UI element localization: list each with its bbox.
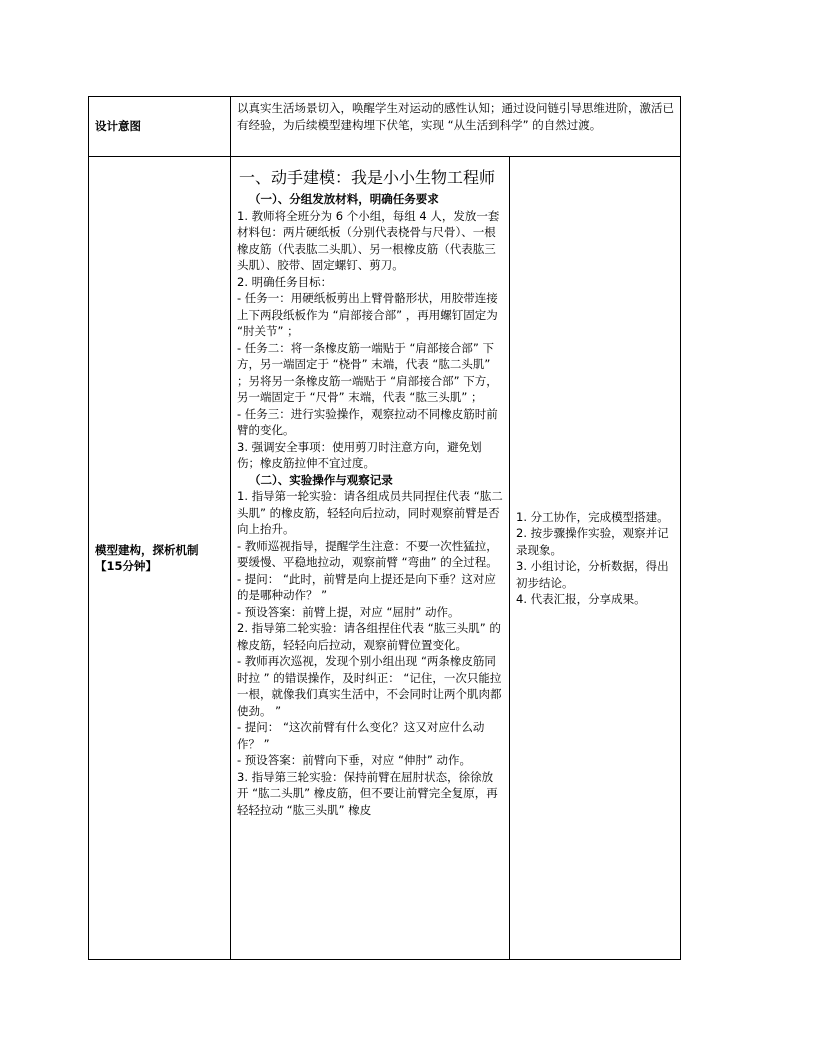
lesson-plan-table <box>88 96 681 960</box>
teacher-activity-line: - 任务一：用硬纸板剪出上臂骨骼形状，用胶带连接上下两段纸板作为 “肩部接合部” ，再用螺钉固定为 “肘关节” ； <box>237 291 498 338</box>
student-activity-lines <box>516 509 674 608</box>
teacher-activity-cell <box>231 157 510 960</box>
model-building-duration: 【15分钟】 <box>95 559 158 573</box>
teacher-activity-line: - 任务三：进行实验操作，观察拉动不同橡皮筋时前臂的变化。 <box>237 406 498 437</box>
teacher-activity-line: - 提问： “这次前臂有什么变化？这又对应什么动作？ ” <box>237 720 485 751</box>
section-title: 一、动手建模：我是小小生物工程师 <box>239 168 496 187</box>
teacher-activity-line: 3. 指导第三轮实验：保持前臂在屈肘状态，徐徐放开 “肱二头肌” 橡皮筋，但不要让前臂完全复原，再轻轻拉动 “肱三头肌” 橡皮 <box>237 769 498 817</box>
sub-heading: （一）、分组发放材料，明确任务要求 <box>249 192 439 206</box>
model-building-label-line1: 模型建构，探析机制 <box>95 542 199 557</box>
teacher-activity-line: - 预设答案：前臂上提，对应 “屈肘” 动作。 <box>237 604 460 619</box>
student-activity-item: 2. 按步骤操作实验，观察并记录现象。 <box>516 526 669 557</box>
student-activity-item: 3. 小组讨论，分析数据，得出初步结论。 <box>516 559 669 590</box>
teacher-activity-line: - 提问： “此时，前臂是向上提还是向下垂？这对应的是哪种动作？ ” <box>237 571 496 602</box>
sub-heading: （二）、实验操作与观察记录 <box>249 472 393 487</box>
design-intent-row <box>89 97 681 157</box>
teacher-activity-line: 2. 指导第二轮实验：请各组捏住代表 “肱三头肌” 的橡皮筋，轻轻向后拉动，观察前臂位置变化。 <box>237 621 501 652</box>
design-intent-text: 以真实生活场景切入，唤醒学生对运动的感性认知；通过设问链引导思维进阶，激活已有经验，为后续模型建构埋下伏笔，实现 “从生活到科学” 的自然过渡。 <box>231 97 681 157</box>
teacher-activity-line: - 任务二：将一条橡皮筋一端贴于 “肩部接合部” 下方，另一端固定于 “桡骨” 末端，代表 “肱二头肌” ；另将另一条橡皮筋一端贴于 “肩部接合部” 下方，另一端固定于 “尺骨” 末端，代表 “肱三头肌” ； <box>237 340 498 404</box>
model-building-row <box>89 157 681 960</box>
teacher-activity-line: - 教师巡视指导，提醒学生注意：不要一次性猛拉，要缓慢、平稳地拉动，观察前臂 “弯曲” 的全过程。 <box>237 538 498 569</box>
student-activity-cell <box>510 157 681 960</box>
teacher-activity-line: 2. 明确任务目标： <box>237 274 333 289</box>
teacher-activity-lines <box>237 191 503 818</box>
design-intent-label: 设计意图 <box>89 97 231 157</box>
teacher-activity-line: 3. 强调安全事项：使用剪刀时注意方向，避免划伤；橡皮筋拉伸不宜过度。 <box>237 439 482 470</box>
teacher-activity-line: - 教师再次巡视，发现个别小组出现 “两条橡皮筋同时拉 ” 的错误操作，及时纠正： “记住，一次只能拉一根，就像我们真实生活中，不会同时让两个肌肉都使劲。 ” <box>237 654 502 718</box>
teacher-activity-line: 1. 指导第一轮实验：请各组成员共同捏住代表 “肱二头肌” 的橡皮筋，轻轻向后拉动，同时观察前臂是否向上抬升。 <box>237 489 503 536</box>
student-activity-item: 1. 分工协作，完成模型搭建。 <box>516 509 669 524</box>
student-activity-item: 4. 代表汇报，分享成果。 <box>516 592 646 606</box>
teacher-activity-line: 1. 教师将全班分为 6 个小组，每组 4 人，发放一套材料包：两片硬纸板（分别代表桡骨与尺骨）、一根橡皮筋（代表肱二头肌）、另一根橡皮筋（代表肱三头肌）、胶带、固定螺钉、剪刀。 <box>237 208 500 272</box>
teacher-activity-line: - 预设答案：前臂向下垂，对应 “伸肘” 动作。 <box>237 753 472 767</box>
model-building-label <box>89 157 231 960</box>
